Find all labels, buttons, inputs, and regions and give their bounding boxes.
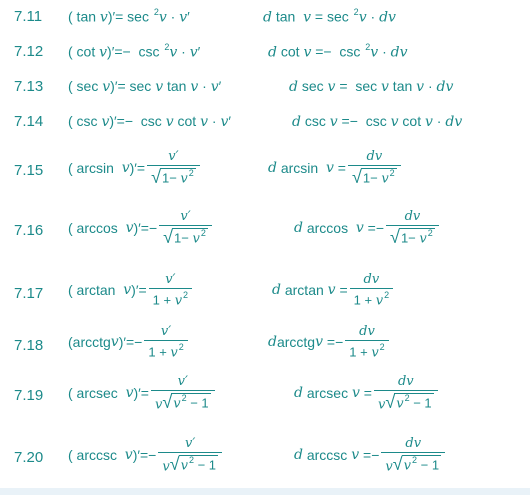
formula-number: 7.11 (14, 8, 43, 25)
derivative-formula: ( cot v)′=− csc $^2$v · v′ (68, 42, 201, 61)
differential-formula: d csc v =− csc v cot v · dv (292, 113, 463, 130)
differential-formula: d sec v = sec v tan v · dv (289, 78, 454, 95)
differential-formula: d arccos v =− dv √ $1- v^2$ (294, 209, 441, 246)
formula-number: 7.20 (14, 449, 44, 466)
footer-bar (0, 488, 530, 495)
differential-formula: d tan v = sec $^2$v · dv (263, 7, 396, 26)
derivative-formula: ( arcsec v )′= v′ v √ $v^2 - 1$ (68, 374, 217, 412)
differential-formula: d arcctg v =− $\frac{dv}{1 + v^2}$ (268, 324, 391, 360)
formula-number: 7.12 (14, 43, 44, 60)
derivative-formula: ( arccsc v )′=− v′ v √ $v^2 - 1$ (68, 436, 224, 474)
formula-number: 7.17 (14, 285, 44, 302)
derivative-formula: ( arccos v )′=− v′ √ $1- v^2$ (68, 209, 214, 246)
derivative-formula: ( arctan v )′= $\frac{v'}{1 + v^2}$ (68, 272, 194, 308)
derivative-formula: (arcctg v )′=− $\frac{v'}{1 + v^2}$ (68, 324, 190, 360)
formula-number: 7.15 (14, 162, 44, 179)
differential-formula: d arctan v = $\frac{dv}{1 + v^2}$ (272, 272, 395, 308)
derivative-formula: ( sec v)′= sec v tan v · v′ (68, 78, 222, 95)
formula-number: 7.19 (14, 387, 44, 404)
derivative-formula: ( arcsin v )′= v′ √ $1- v^2$ (68, 149, 202, 186)
formula-number: 7.18 (14, 337, 44, 354)
derivative-formula: ( tan v)′= sec $^2$v · v′ (68, 7, 190, 26)
formula-number: 7.16 (14, 222, 44, 239)
derivative-formula: ( csc v)′=− csc v cot v · v′ (68, 113, 231, 130)
differential-formula: d cot v =− csc $^2$v · dv (268, 42, 408, 61)
formula-number: 7.13 (14, 78, 44, 95)
formula-number: 7.14 (14, 113, 44, 130)
differential-formula: d arcsin v = dv √ $1- v^2$ (268, 149, 403, 186)
differential-formula: d arcsec v = dv v √ $v^2 - 1$ (294, 374, 440, 412)
differential-formula: d arccsc v =− dv v √ $v^2 - 1$ (294, 436, 447, 474)
